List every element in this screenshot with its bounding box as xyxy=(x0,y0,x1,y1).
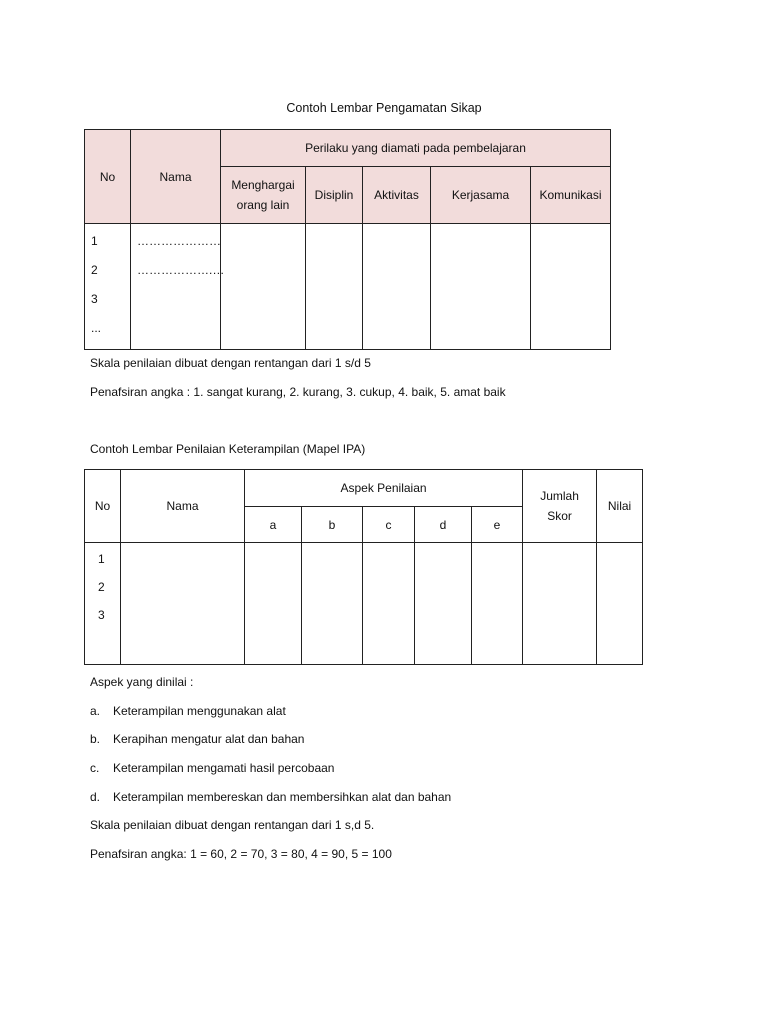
row-number: 2 xyxy=(91,263,98,277)
header-no: No xyxy=(85,470,121,543)
score-cell xyxy=(472,543,523,665)
header-aspek-a: a xyxy=(245,507,302,543)
header-kerjasama: Kerjasama xyxy=(431,167,531,224)
header-aspek-e: e xyxy=(472,507,523,543)
nilai-cell xyxy=(597,543,643,665)
row-numbers-cell xyxy=(85,224,131,350)
header-jumlah-skor: Jumlah Skor xyxy=(523,470,597,543)
score-cell xyxy=(363,543,415,665)
header-aspek-c: c xyxy=(363,507,415,543)
aspek-heading: Aspek yang dinilai : xyxy=(90,675,194,689)
score-cell xyxy=(221,224,306,350)
header-menghargai: Menghargai orang lain xyxy=(221,167,306,224)
list-text: Keterampilan menggunakan alat xyxy=(113,704,286,718)
list-marker: b. xyxy=(90,732,101,746)
list-text: Kerapihan mengatur alat dan bahan xyxy=(113,732,305,746)
score-cell xyxy=(431,224,531,350)
table-pengamatan-sikap xyxy=(84,129,611,350)
header-perilaku: Perilaku yang diamati pada pembelajaran xyxy=(221,130,611,167)
row-number: ... xyxy=(91,321,102,335)
score-cell xyxy=(306,224,363,350)
row-number: 2 xyxy=(98,580,105,594)
row-number: 1 xyxy=(98,552,105,566)
aspek-item xyxy=(90,732,304,746)
tafsir-sikap: Penafsiran angka : 1. sangat kurang, 2. kurang, 3. cukup, 4. baik, 5. amat baik xyxy=(90,385,506,399)
header-nama: Nama xyxy=(121,470,245,543)
header-komunikasi: Komunikasi xyxy=(531,167,611,224)
skala-keterampilan: Skala penilaian dibuat dengan rentangan dari 1 s,d 5. xyxy=(90,818,375,832)
row-number: 3 xyxy=(91,292,98,306)
header-aspek: Aspek Penilaian xyxy=(245,470,523,507)
skala-sikap: Skala penilaian dibuat dengan rentangan dari 1 s/d 5 xyxy=(90,356,371,370)
list-marker: c. xyxy=(90,761,100,775)
list-text: Keterampilan membereskan dan membersihkan alat dan bahan xyxy=(113,790,452,804)
list-marker: a. xyxy=(90,704,101,718)
header-no: No xyxy=(85,130,131,224)
score-cell xyxy=(415,543,472,665)
row-numbers-cell xyxy=(85,543,121,665)
title-sikap: Contoh Lembar Pengamatan Sikap xyxy=(286,101,482,115)
header-nama: Nama xyxy=(131,130,221,224)
aspek-item xyxy=(90,761,334,775)
row-number: 3 xyxy=(98,608,105,622)
aspek-item xyxy=(90,790,451,804)
aspek-item xyxy=(90,704,286,718)
header-nilai: Nilai xyxy=(597,470,643,543)
row-number: 1 xyxy=(91,234,98,248)
header-aspek-b: b xyxy=(302,507,363,543)
header-disiplin: Disiplin xyxy=(306,167,363,224)
title-keterampilan: Contoh Lembar Penilaian Keterampilan (Mapel IPA) xyxy=(90,442,366,456)
score-cell xyxy=(302,543,363,665)
score-cell xyxy=(245,543,302,665)
name-placeholder: ……………….… xyxy=(137,263,225,277)
score-cell xyxy=(531,224,611,350)
list-marker: d. xyxy=(90,790,101,804)
score-cell xyxy=(363,224,431,350)
table-penilaian-keterampilan xyxy=(84,469,643,665)
jumlah-cell xyxy=(523,543,597,665)
names-cell xyxy=(121,543,245,665)
header-aspek-d: d xyxy=(415,507,472,543)
list-text: Keterampilan mengamati hasil percobaan xyxy=(113,761,335,775)
names-cell xyxy=(131,224,225,350)
header-aktivitas: Aktivitas xyxy=(363,167,431,224)
tafsir-keterampilan: Penafsiran angka: 1 = 60, 2 = 70, 3 = 80, 4 = 90, 5 = 100 xyxy=(90,847,392,861)
name-placeholder: ………………… xyxy=(137,234,221,248)
